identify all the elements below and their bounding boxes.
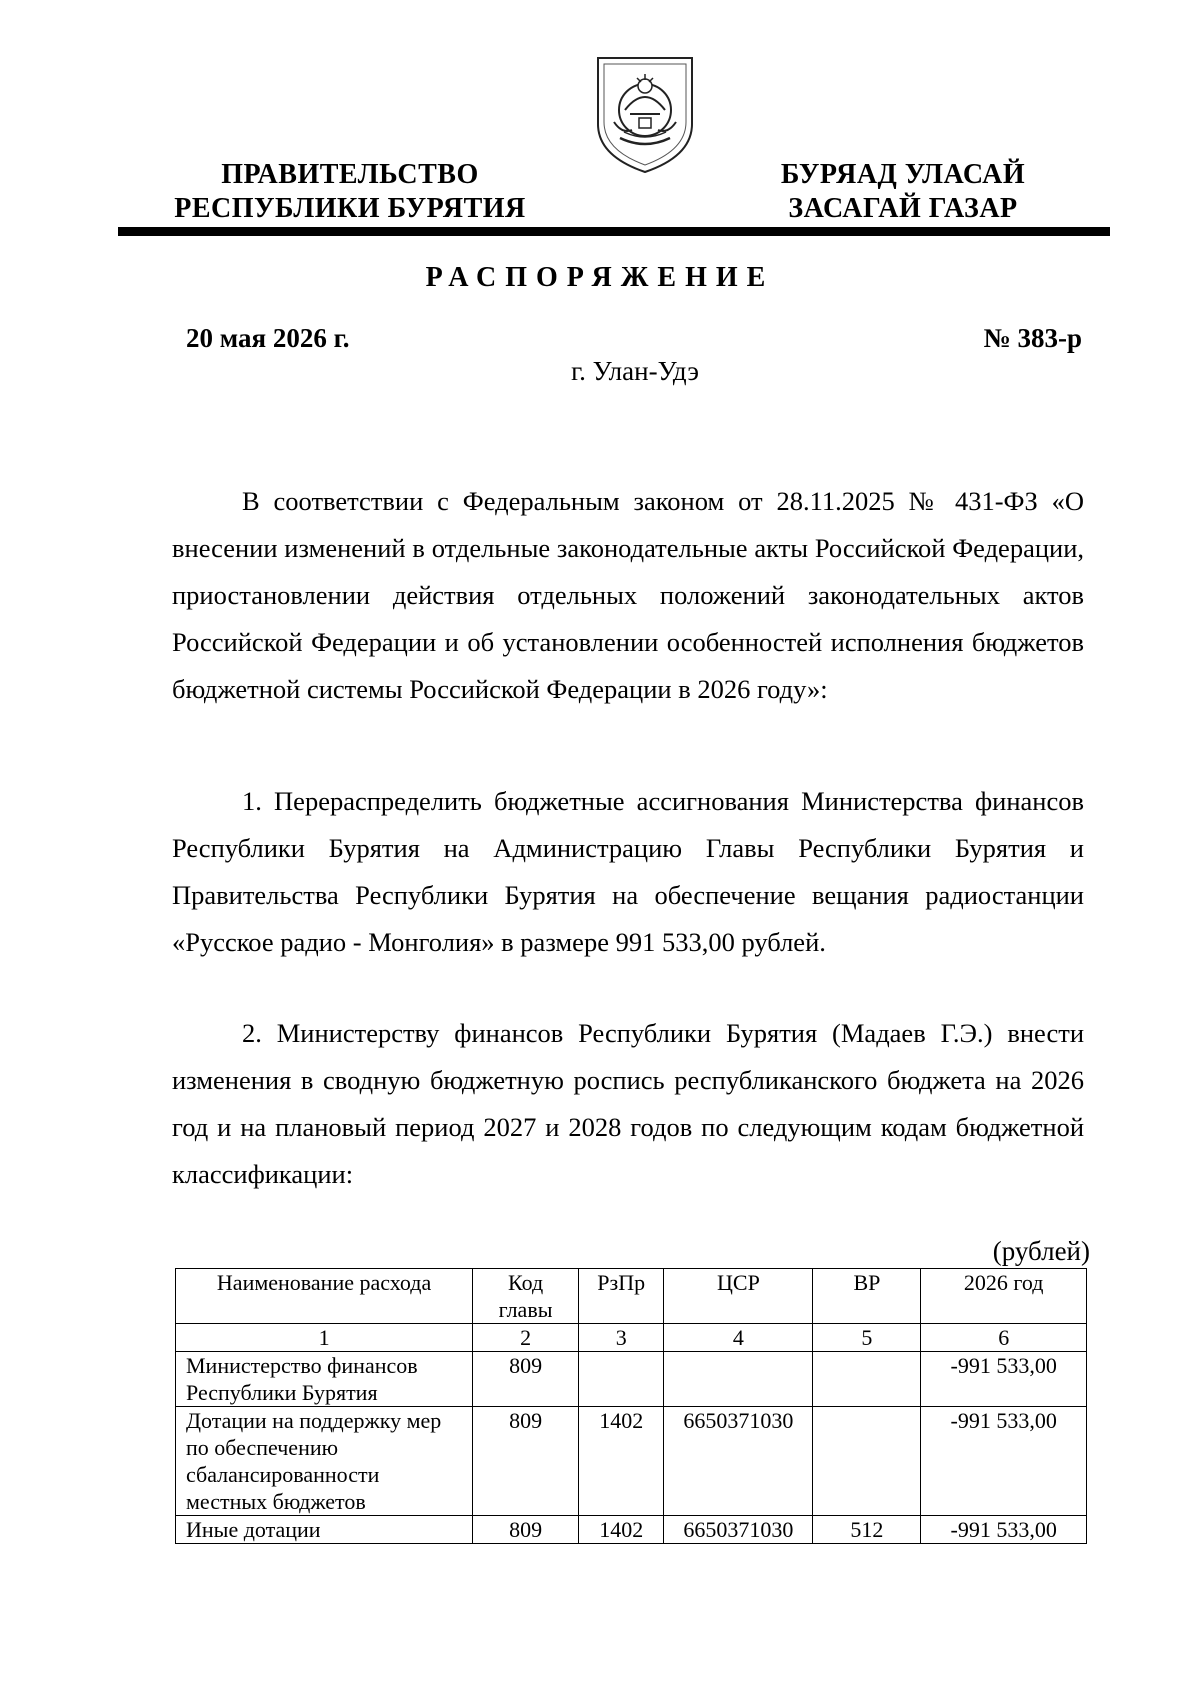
table-cell: 1402 [579,1407,664,1516]
table-cell: 512 [813,1516,921,1544]
table-column-number-row [176,1324,1087,1352]
table-row [176,1352,1087,1407]
table-row [176,1516,1087,1544]
document-type: РАСПОРЯЖЕНИЕ [425,262,775,293]
coat-of-arms-icon [592,52,698,176]
header-divider [118,227,1110,236]
header-cell: 2026 год [921,1269,1087,1324]
government-name-russian [160,158,540,226]
column-number-cell: 3 [579,1324,664,1352]
column-number-cell: 5 [813,1324,921,1352]
document-number: № 383-р [983,323,1082,353]
header-cell: ЦСР [664,1269,813,1324]
item-1-paragraph: 1. Перераспределить бюджетные ассигнования Министерства финансов Республики Бурятия на Администрацию Главы Республики Бурятия и Правительства Республики Бурятия на обеспечение вещания радиостанции «Русское радио - Монголия» в размере 991 533,00 рублей. [172,786,1084,957]
document-city: г. Улан-Удэ [571,356,699,386]
header-cell: РзПр [579,1269,664,1324]
header-cell: Код главы [473,1269,579,1324]
government-name-buryat [758,158,1048,226]
government-name-line-1: ПРАВИТЕЛЬСТВО [221,159,479,190]
government-name-buryat-line-2: ЗАСАГАЙ ГАЗАР [788,193,1018,224]
table-cell: 809 [473,1516,579,1544]
table-cell-name: Министерство финансов Республики Бурятия [176,1352,473,1407]
document-date: 20 мая 2026 г. [186,323,350,353]
table-header-row [176,1269,1087,1324]
table-cell: 809 [473,1407,579,1516]
table-cell [579,1352,664,1407]
table-cell-name: Иные дотации [176,1516,473,1544]
table-cell [813,1407,921,1516]
table-cell: 809 [473,1352,579,1407]
table-cell [664,1352,813,1407]
column-number-cell: 2 [473,1324,579,1352]
preamble-paragraph: В соответствии с Федеральным законом от 28.11.2025 № 431-ФЗ «О внесении изменений в отдельные законодательные акты Российской Федерации, приостановлении действия отдельных положений законодательных актов Российской Федерации и об установлении особенностей исполнения бюджетов бюджетной системы Российской Федерации в 2026 году»: [172,486,1084,704]
table-units: (рублей) [992,1236,1090,1266]
government-name-line-2: РЕСПУБЛИКИ БУРЯТИЯ [174,193,526,224]
table-cell: 6650371030 [664,1516,813,1544]
budget-table [175,1268,1087,1544]
table-cell [813,1352,921,1407]
header-cell: ВР [813,1269,921,1324]
table-row [176,1407,1087,1516]
table-cell: 6650371030 [664,1407,813,1516]
table-cell: -991 533,00 [921,1352,1087,1407]
column-number-cell: 6 [921,1324,1087,1352]
column-number-cell: 1 [176,1324,473,1352]
header-cell: Наименование расхода [176,1269,473,1324]
table-cell-name: Дотации на поддержку мер по обеспечению сбалансированности местных бюджетов [176,1407,473,1516]
table-cell: -991 533,00 [921,1516,1087,1544]
table-cell: 1402 [579,1516,664,1544]
column-number-cell: 4 [664,1324,813,1352]
table-cell: -991 533,00 [921,1407,1087,1516]
item-2-paragraph: 2. Министерству финансов Республики Бурятия (Мадаев Г.Э.) внести изменения в сводную бюджетную роспись республиканского бюджета на 2026 год и на плановый период 2027 и 2028 годов по следующим кодам бюджетной классификации: [172,1018,1084,1189]
government-name-buryat-line-1: БУРЯАД УЛАСАЙ [780,159,1026,190]
